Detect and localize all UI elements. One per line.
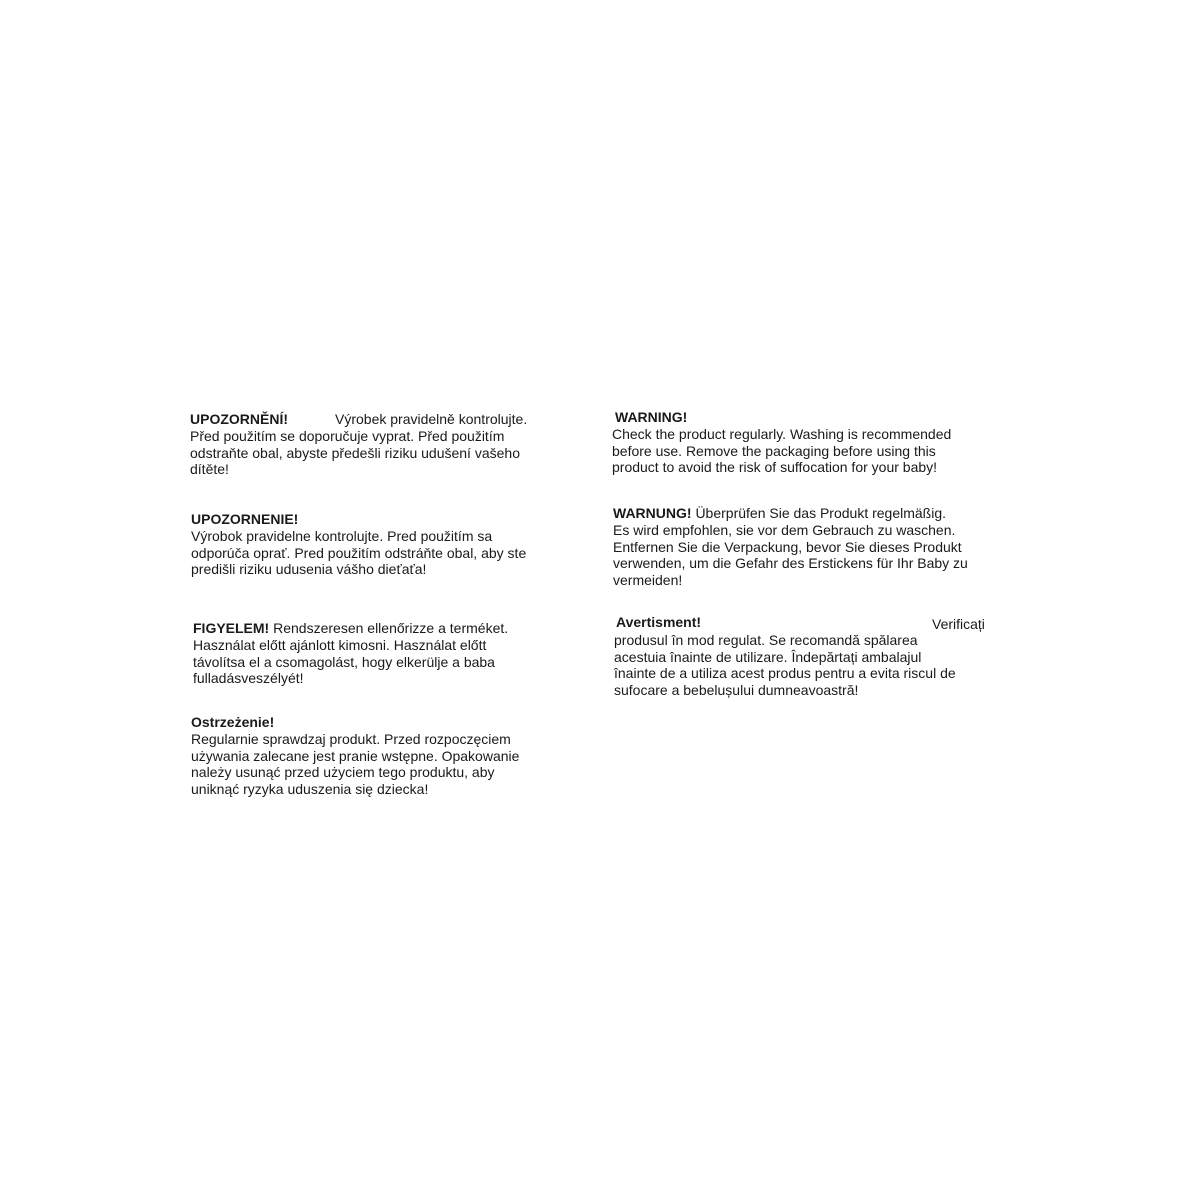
warning-block-romanian: [614, 614, 1004, 699]
warning-text-line: Check the product regularly. Washing is recommended: [612, 425, 952, 442]
warning-text-line: Verificați: [932, 616, 985, 632]
warning-text-line: dítěte!: [190, 461, 229, 478]
warning-text-line: before use. Remove the packaging before using this: [612, 442, 936, 459]
warning-text-line: Regularnie sprawdzaj produkt. Przed rozpoczęciem: [191, 730, 511, 747]
warning-text-line: vermeiden!: [613, 572, 683, 589]
warning-text-line: Es wird empfohlen, sie vor dem Gebrauch zu waschen.: [613, 521, 956, 538]
warning-text-line: uniknąć ryzyka uduszenia się dziecka!: [191, 781, 429, 798]
warning-block-slovak: [191, 511, 571, 578]
warning-text-line: Před použitím se doporučuje vyprat. Před použitím: [190, 427, 505, 444]
warning-heading-hungarian: FIGYELEM!: [193, 620, 270, 636]
warning-block-hungarian: [193, 620, 563, 687]
warning-heading-english: WARNING!: [615, 409, 688, 425]
warning-heading-czech: UPOZORNĚNÍ!: [190, 411, 288, 427]
warning-text-line: sufocare a bebelușului dumneavoastră!: [614, 682, 859, 699]
warning-text-line: używania zalecane jest pranie wstępne. Opakowanie: [191, 747, 520, 764]
warning-text-line: verwenden, um die Gefahr des Erstickens für Ihr Baby zu: [613, 555, 968, 572]
warning-block-german: [613, 505, 1013, 589]
warning-text-line: produsul în mod regulat. Se recomandă spălarea: [614, 631, 918, 648]
warning-text-line: távolítsa el a csomagolást, hogy elkerülje a baba: [193, 653, 495, 670]
warning-heading-slovak: UPOZORNENIE!: [191, 511, 299, 527]
warning-block-polish: [191, 714, 561, 798]
warning-text-line: product to avoid the risk of suffocation for your baby!: [612, 459, 938, 476]
warning-text-line: Entfernen Sie die Verpackung, bevor Sie dieses Produkt: [613, 538, 962, 555]
warning-text-line: Výrobok pravidelne kontrolujte. Pred použitím sa: [191, 527, 493, 544]
warning-text-line: Rendszeresen ellenőrizze a terméket.: [273, 620, 509, 636]
warning-text-line: acestuia înainte de utilizare. Îndepărtați ambalajul: [614, 648, 922, 665]
warning-heading-german: WARNUNG!: [613, 505, 692, 521]
warning-text-line: należy usunąć przed użyciem tego produktu, aby: [191, 764, 495, 781]
warning-text-line: predišli riziku udusenia vášho dieťaťa!: [191, 561, 427, 578]
warning-heading-polish: Ostrzeżenie!: [191, 714, 275, 730]
warning-text-line: odporúča oprať. Pred použitím odstráňte obal, aby ste: [191, 544, 527, 561]
warning-text-line: Výrobek pravidelně kontrolujte.: [335, 411, 528, 427]
warning-text-line: odstraňte obal, abyste předešli riziku udušení vašeho: [190, 444, 520, 461]
warning-text-line: Überprüfen Sie das Produkt regelmäßig.: [695, 505, 947, 521]
warning-block-english: [612, 409, 1002, 476]
warning-text-line: fulladásveszélyét!: [193, 670, 304, 687]
warning-text-line: Használat előtt ajánlott kimosni. Használat előtt: [193, 636, 487, 653]
warning-heading-romanian: Avertisment!: [616, 614, 702, 630]
warning-text-line: înainte de a utiliza acest produs pentru a evita riscul de: [614, 665, 956, 682]
warning-block-czech: [190, 411, 560, 478]
